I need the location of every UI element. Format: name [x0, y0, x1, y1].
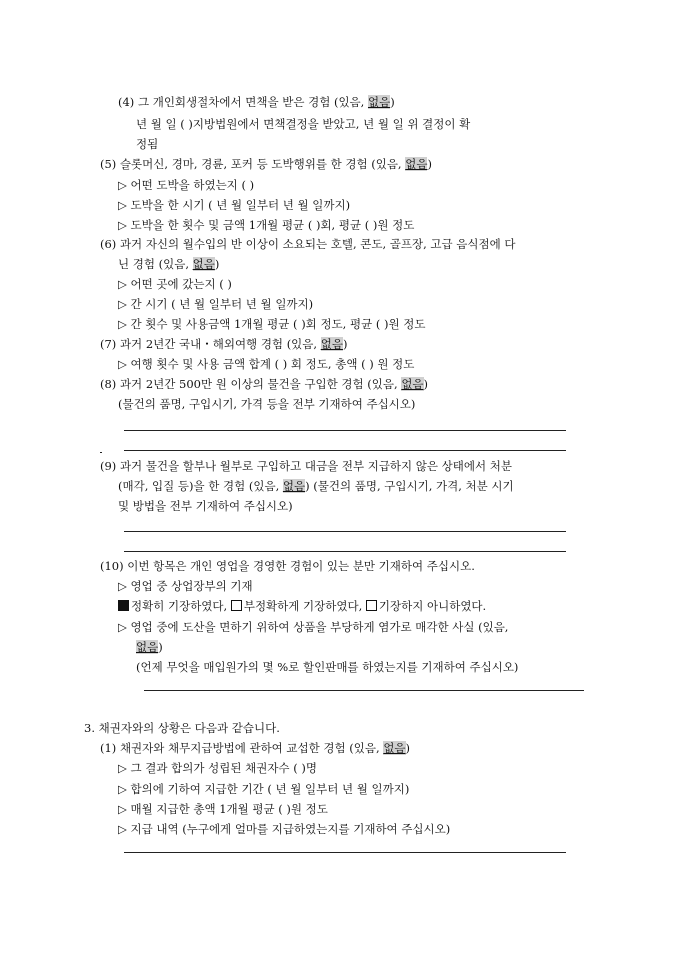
section-3-payment-details: ▷ 지급 내역 (누구에게 얼마를 지급하였는지를 기재하여 주십시오) — [118, 822, 451, 836]
item-9-title-cont: (매각, 입질 등)을 한 경험 (있음, 없음) (물건의 품명, 구입시기, 가격, 처분 시기 — [118, 479, 514, 493]
item-9-answer-line-2[interactable] — [124, 551, 566, 552]
item-6-option-none[interactable]: 없음 — [192, 257, 215, 271]
checkbox-accurate[interactable] — [118, 600, 129, 611]
item-10-title: (10) 이번 항목은 개인 영업을 경영한 경험이 있는 분만 기재하여 주십시오. — [100, 559, 475, 573]
item-10-sale-cont: 없음) — [136, 640, 163, 654]
checkbox-not-recorded[interactable] — [366, 600, 377, 611]
section-3-item-1-title: (1) 채권자와 채무지급방법에 관하여 교섭한 경험 (있음, 없음) — [100, 741, 411, 755]
divider — [100, 452, 102, 453]
item-7-amount: ▷ 여행 횟수 및 사용 금액 합계 ( ) 회 정도, 총액 ( ) 원 정도 — [118, 357, 415, 371]
item-8-answer-line-1[interactable] — [124, 430, 566, 431]
item-5-period: ▷ 도박을 한 시기 ( 년 월 일부터 년 월 일까지) — [118, 198, 351, 212]
item-10-sale: ▷ 영업 중에 도산을 면하기 위하여 상품을 부당하게 염가로 매각한 사실 (있음, — [118, 620, 509, 634]
section-3-title: 3. 채권자와의 상황은 다음과 같습니다. — [84, 721, 280, 735]
item-6-title: (6) 과거 자신의 월수입의 반 이상이 소요되는 호텔, 콘도, 골프장, 고급 음식점에 다 — [100, 237, 516, 251]
item-8-answer-line-2[interactable] — [124, 450, 566, 451]
item-6-amount: ▷ 간 횟수 및 사용금액 1개월 평균 ( )회 정도, 평균 ( )원 정도 — [118, 317, 426, 331]
item-10-ledger-options: 정확히 기장하였다, 부정확하게 기장하였다, 기장하지 아니하였다. — [118, 598, 486, 614]
item-4-detail: 년 월 일 ( )지방법원에서 면책결정을 받았고, 년 월 일 위 결정이 확 — [136, 117, 471, 131]
item-10-instruction: (언제 무엇을 매입원가의 몇 %로 할인판매를 하였는지를 기재하여 주십시오) — [136, 660, 519, 674]
item-5-option-none[interactable]: 없음 — [405, 157, 428, 171]
section-3-option-none[interactable]: 없음 — [383, 741, 406, 755]
item-10-answer-line[interactable] — [144, 690, 584, 691]
item-6-title-cont: 닌 경험 (있음, 없음) — [118, 257, 220, 271]
item-7-option-none[interactable]: 없음 — [320, 337, 343, 351]
item-8-instruction: (물건의 품명, 구입시기, 가격 등을 전부 기재하여 주십시오) — [118, 397, 416, 411]
item-5-amount: ▷ 도박을 한 횟수 및 금액 1개월 평균 ( )회, 평균 ( )원 정도 — [118, 218, 415, 232]
section-3-creditor-count: ▷ 그 결과 합의가 성립된 채권자수 ( )명 — [118, 761, 317, 775]
item-9-instruction: 및 방법을 전부 기재하여 주십시오) — [118, 499, 293, 513]
checkbox-inaccurate[interactable] — [231, 600, 242, 611]
item-10-option-none[interactable]: 없음 — [136, 640, 159, 654]
section-3-monthly-total: ▷ 매월 지급한 총액 1개월 평균 ( )원 정도 — [118, 802, 328, 816]
item-5-kind: ▷ 어떤 도박을 하였는지 ( ) — [118, 178, 255, 192]
item-10-ledger: ▷ 영업 중 상업장부의 기재 — [118, 579, 253, 593]
item-6-period: ▷ 간 시기 ( 년 월 일부터 년 월 일까지) — [118, 297, 314, 311]
section-3-period: ▷ 합의에 기하여 지급한 기간 ( 년 월 일부터 년 월 일까지) — [118, 782, 410, 796]
item-8-option-none[interactable]: 없음 — [401, 377, 424, 391]
item-9-answer-line-1[interactable] — [124, 531, 566, 532]
item-4-detail-cont: 정됨 — [136, 137, 159, 151]
item-4-option-none[interactable]: 없음 — [367, 95, 391, 109]
item-9-option-none[interactable]: 없음 — [282, 479, 306, 493]
item-9-title: (9) 과거 물건을 할부나 월부로 구입하고 대금을 전부 지급하지 않은 상태에서 처분 — [100, 459, 512, 473]
item-4-title: (4) 그 개인회생절차에서 면책을 받은 경험 (있음, 없음) — [118, 95, 395, 109]
item-6-place: ▷ 어떤 곳에 갔는지 ( ) — [118, 277, 232, 291]
section-3-answer-line[interactable] — [124, 852, 566, 853]
item-5-title: (5) 슬롯머신, 경마, 경륜, 포커 등 도박행위를 한 경험 (있음, 없음) — [100, 157, 432, 171]
item-7-title: (7) 과거 2년간 국내・해외여행 경험 (있음, 없음) — [100, 337, 348, 351]
item-8-title: (8) 과거 2년간 500만 원 이상의 물건을 구입한 경험 (있음, 없음) — [100, 377, 429, 391]
